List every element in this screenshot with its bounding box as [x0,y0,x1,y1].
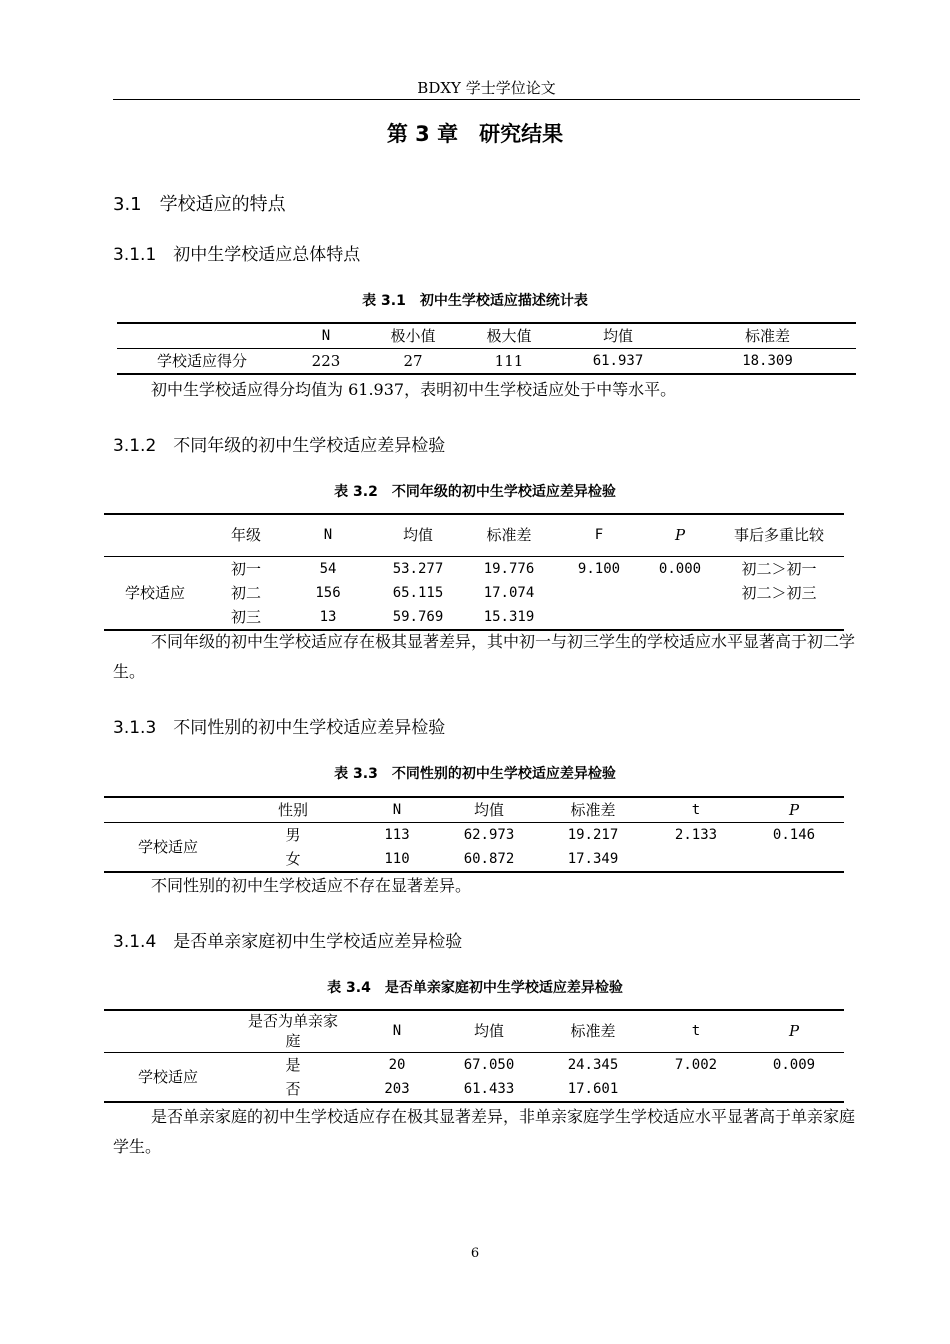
table4-cell: 否 [285,1079,301,1098]
table4 [104,1009,844,1103]
table4-cell [648,1077,744,1102]
table1-header-cell: 极大值 [486,327,532,345]
table2-header-cell: 年级 [230,526,261,545]
table3-header-row [104,797,844,823]
page-number: 6 [470,1246,480,1261]
table3-cell: 19.217 [567,827,619,843]
table2-cell: 0.000 [658,560,702,577]
table2-cell [552,581,646,605]
table2-cell: 初一 [230,559,261,578]
table1-header-cell: N [321,328,331,344]
table2-header-cell [104,514,206,556]
table1 [117,322,856,375]
table4-caption: 表 3.4 是否单亲家庭初中生学校适应差异检验 [327,980,623,996]
table1-cell: 111 [494,352,524,370]
table2-caption: 表 3.2 不同年级的初中生学校适应差异检验 [334,484,616,500]
table3-cell: 男 [285,826,301,844]
table-row [104,605,844,630]
table3-cell: 0.146 [772,827,816,843]
table4-header-cell: N [392,1023,402,1040]
table2-cell: 初二＞初一 [741,559,817,578]
table1-header-cell [117,323,287,349]
table-row [104,581,844,605]
table2-header-cell: P [674,526,686,545]
table4-cell: 24.345 [567,1056,619,1073]
table1-header-cell: 均值 [602,327,633,345]
table2-cell [646,605,714,630]
table2-header-cell: 事后多重比较 [733,526,824,545]
chapter-title: 第 3 章 研究结果 [386,122,564,146]
paragraph-3: 不同性别的初中生学校适应不存在显著差异。 [151,876,472,895]
paragraph-4: 是否单亲家庭的初中生学校适应存在极其显著差异，非单亲家庭学生学校适应水平显著高于单亲家庭学生。 [113,1107,856,1156]
table2-cell: 59.769 [392,608,444,625]
table3-cell: 女 [285,850,301,868]
table2-cell: 13 [319,608,337,625]
table4-cell: 7.002 [674,1056,718,1073]
table4-header-cell: 是否为单亲家庭 [247,1012,338,1051]
section-heading-3-1: 3.1 学校适应的特点 [113,194,286,215]
table-row [104,1052,844,1077]
table4-cell: 61.433 [463,1080,515,1097]
table2-header-cell: N [323,527,333,544]
page-header: BDXY 学士学位论文 [417,79,556,97]
table4-header-cell [104,1010,232,1052]
table2-cell: 9.100 [577,560,621,577]
table-row [104,823,844,848]
table3-header-cell: 标准差 [570,801,616,819]
table2-cell: 初二 [230,583,261,602]
table4-header-cell: P [788,1022,800,1041]
table4-cell: 是 [285,1055,301,1074]
table3-row-label: 学校适应 [104,823,232,873]
table4-row-label: 学校适应 [104,1052,232,1102]
table1-header-cell: 标准差 [744,327,790,345]
table-row [104,556,844,581]
table2-header-cell: 标准差 [486,526,532,545]
table3-header-cell: N [392,802,402,818]
table-row [117,349,856,375]
section-heading-3-1-2: 3.1.2 不同年级的初中生学校适应差异检验 [113,436,446,456]
table2-cell [714,605,844,630]
table2-cell: 156 [315,584,341,601]
table2-cell [646,581,714,605]
table1-cell: 27 [403,352,423,370]
table2-cell [552,605,646,630]
paragraph-1: 初中生学校适应得分均值为 61.937，表明初中生学校适应处于中等水平。 [151,380,677,399]
table3-header-cell: 均值 [473,801,504,819]
table3-cell: 2.133 [674,827,718,843]
table4-cell: 17.601 [567,1080,619,1097]
table2-cell: 17.074 [483,584,535,601]
section-heading-3-1-4: 3.1.4 是否单亲家庭初中生学校适应差异检验 [113,932,463,952]
table2 [104,513,844,631]
table2-cell: 初二＞初三 [741,583,817,602]
table3-cell: 60.872 [463,851,515,867]
table4-cell: 0.009 [772,1056,816,1073]
table3-header-cell: t [691,802,701,818]
table3-cell: 113 [384,827,410,843]
table1-cell: 学校适应得分 [156,352,247,370]
table1-caption: 表 3.1 初中生学校适应描述统计表 [362,293,588,309]
table3-cell [744,847,844,872]
table3 [104,796,844,873]
section-heading-3-1-3: 3.1.3 不同性别的初中生学校适应差异检验 [113,718,446,738]
table2-row-label: 学校适应 [104,556,206,630]
table1-cell: 223 [311,352,341,370]
table3-header-cell: 性别 [277,801,308,819]
table4-cell: 67.050 [463,1056,515,1073]
table1-header-cell: 极小值 [390,327,436,345]
table2-header-cell: F [594,527,604,544]
table2-cell: 初三 [230,607,261,626]
table3-cell: 110 [384,851,410,867]
table4-header-row [104,1010,844,1052]
table2-header-cell: 均值 [402,526,433,545]
table1-cell: 61.937 [592,353,644,369]
table3-cell [648,847,744,872]
table2-cell: 65.115 [392,584,444,601]
table3-cell: 62.973 [463,827,515,843]
table3-cell: 17.349 [567,851,619,867]
table4-header-cell: 均值 [473,1022,504,1041]
table1-header-row [117,323,856,349]
table2-cell: 15.319 [483,608,535,625]
table4-header-cell: 标准差 [570,1022,616,1041]
table4-cell [744,1077,844,1102]
table1-cell: 18.309 [742,353,793,369]
table2-header-row [104,514,844,556]
section-heading-3-1-1: 3.1.1 初中生学校适应总体特点 [113,245,361,265]
table4-header-cell: t [691,1023,701,1040]
table2-cell: 54 [319,560,337,577]
table2-cell: 53.277 [392,560,444,577]
table3-header-cell [104,797,232,823]
table3-header-cell: P [788,801,800,819]
header-rule [113,99,860,100]
paragraph-2: 不同年级的初中生学校适应存在极其显著差异，其中初一与初三学生的学校适应水平显著高于初二学生。 [113,632,856,681]
table2-cell: 19.776 [483,560,535,577]
table3-caption: 表 3.3 不同性别的初中生学校适应差异检验 [334,766,616,782]
table4-cell: 20 [388,1056,406,1073]
table4-cell: 203 [384,1080,410,1097]
